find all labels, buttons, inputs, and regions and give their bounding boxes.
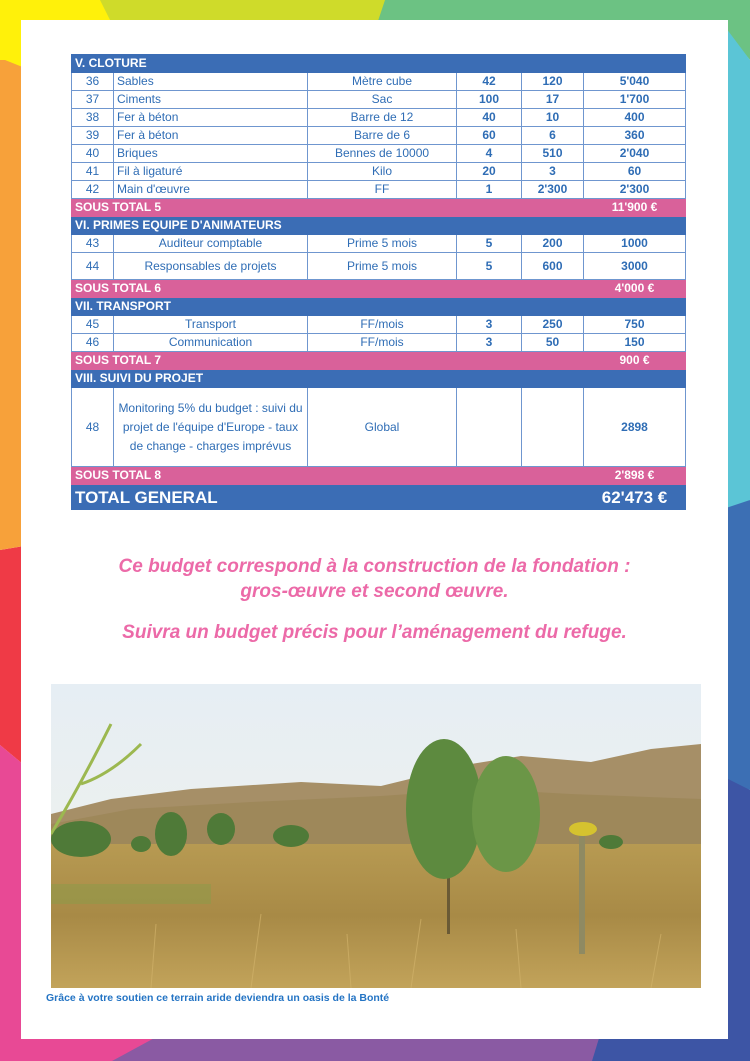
subtotal-value: 900 €: [584, 352, 686, 370]
item-unit: Kilo: [308, 163, 457, 181]
item-number: 46: [72, 334, 114, 352]
table-row: [72, 163, 686, 181]
table-row: [72, 316, 686, 334]
item-number: 39: [72, 127, 114, 145]
item-quantity: 40: [457, 109, 522, 127]
item-quantity: 42: [457, 73, 522, 91]
section-header-suivi: [72, 370, 686, 388]
grass-patch: [51, 884, 211, 904]
item-total: 150: [584, 334, 686, 352]
item-designation: Ciments: [114, 91, 308, 109]
item-unit-price: 6: [522, 127, 584, 145]
item-designation: Briques: [114, 145, 308, 163]
table-row: [72, 91, 686, 109]
item-quantity: 5: [457, 235, 522, 253]
item-total: 3000: [584, 253, 686, 280]
item-designation: Auditeur comptable: [114, 235, 308, 253]
item-designation: Monitoring 5% du budget : suivi du projet de l'équipe d'Europe - taux de change - charges imprévus: [114, 388, 308, 467]
item-designation: Communication: [114, 334, 308, 352]
item-unit: Mètre cube: [308, 73, 457, 91]
item-unit-price: 50: [522, 334, 584, 352]
item-total: 2898: [584, 388, 686, 467]
item-number: 48: [72, 388, 114, 467]
grand-total-label: TOTAL GENERAL: [72, 485, 584, 510]
section-title: VII. TRANSPORT: [72, 298, 686, 316]
item-quantity: 60: [457, 127, 522, 145]
item-unit: Barre de 6: [308, 127, 457, 145]
item-quantity: 20: [457, 163, 522, 181]
subtotal-label: SOUS TOTAL 6: [72, 280, 584, 298]
subtotal-row: [72, 467, 686, 485]
grand-total-value: 62'473 €: [584, 485, 686, 510]
item-number: 40: [72, 145, 114, 163]
budget-table: [71, 54, 686, 510]
subtotal-value: 11'900 €: [584, 199, 686, 217]
item-unit: Prime 5 mois: [308, 235, 457, 253]
item-unit: Barre de 12: [308, 109, 457, 127]
item-total: 360: [584, 127, 686, 145]
subtotal-label: SOUS TOTAL 7: [72, 352, 584, 370]
item-designation: Sables: [114, 73, 308, 91]
item-designation: Transport: [114, 316, 308, 334]
section-title: V. CLOTURE: [72, 55, 686, 73]
item-unit-price: 10: [522, 109, 584, 127]
item-number: 37: [72, 91, 114, 109]
item-designation: Fer à béton: [114, 109, 308, 127]
table-row: [72, 235, 686, 253]
item-number: 38: [72, 109, 114, 127]
item-total: 2'040: [584, 145, 686, 163]
subtotal-row: [72, 280, 686, 298]
subtotal-label: SOUS TOTAL 8: [72, 467, 584, 485]
note-construction-line1: Ce budget correspond à la construction de la fondation :: [118, 556, 631, 577]
section-title: VIII. SUIVI DU PROJET: [72, 370, 686, 388]
item-unit: Bennes de 10000: [308, 145, 457, 163]
item-unit-price: 17: [522, 91, 584, 109]
item-quantity: 3: [457, 316, 522, 334]
table-row: [72, 73, 686, 91]
item-number: 43: [72, 235, 114, 253]
section-header-cloture: [72, 55, 686, 73]
item-unit: Global: [308, 388, 457, 467]
item-unit: FF: [308, 181, 457, 199]
section-header-transport: [72, 298, 686, 316]
item-unit-price: 250: [522, 316, 584, 334]
item-total: 2'300: [584, 181, 686, 199]
item-quantity: 4: [457, 145, 522, 163]
item-quantity: [457, 388, 522, 467]
item-unit-price: 510: [522, 145, 584, 163]
item-total: 60: [584, 163, 686, 181]
table-row: [72, 253, 686, 280]
item-number: 41: [72, 163, 114, 181]
item-unit-price: 200: [522, 235, 584, 253]
item-designation: Main d'œuvre: [114, 181, 308, 199]
table-row: [72, 181, 686, 199]
item-unit-price: 2'300: [522, 181, 584, 199]
table-row: [72, 109, 686, 127]
note-construction-line2: gros-œuvre et second œuvre.: [240, 581, 509, 602]
item-total: 1'700: [584, 91, 686, 109]
subtotal-label: SOUS TOTAL 5: [72, 199, 584, 217]
item-unit: Sac: [308, 91, 457, 109]
grand-total-row: [72, 485, 686, 510]
table-row: [72, 145, 686, 163]
item-quantity: 3: [457, 334, 522, 352]
landscape-photo: [51, 684, 701, 988]
item-number: 44: [72, 253, 114, 280]
table-row: [72, 127, 686, 145]
item-total: 750: [584, 316, 686, 334]
item-unit-price: [522, 388, 584, 467]
item-unit-price: 120: [522, 73, 584, 91]
item-number: 36: [72, 73, 114, 91]
item-total: 400: [584, 109, 686, 127]
item-total: 1000: [584, 235, 686, 253]
document-page: [21, 20, 728, 1039]
photo-caption: Grâce à votre soutien ce terrain aride deviendra un oasis de la Bonté: [46, 992, 390, 1004]
section-title: VI. PRIMES EQUIPE D'ANIMATEURS: [72, 217, 686, 235]
subtotal-row: [72, 199, 686, 217]
item-quantity: 1: [457, 181, 522, 199]
item-unit-price: 3: [522, 163, 584, 181]
note-refuge: Suivra un budget précis pour l’aménagement du refuge.: [122, 622, 627, 643]
item-designation: Responsables de projets: [114, 253, 308, 280]
subtotal-value: 2'898 €: [584, 467, 686, 485]
subtotal-row: [72, 352, 686, 370]
item-quantity: 100: [457, 91, 522, 109]
item-quantity: 5: [457, 253, 522, 280]
item-designation: Fer à béton: [114, 127, 308, 145]
item-designation: Fil à ligaturé: [114, 163, 308, 181]
item-number: 42: [72, 181, 114, 199]
table-row: [72, 388, 686, 467]
item-unit: FF/mois: [308, 334, 457, 352]
item-number: 45: [72, 316, 114, 334]
item-unit: FF/mois: [308, 316, 457, 334]
item-unit: Prime 5 mois: [308, 253, 457, 280]
subtotal-value: 4'000 €: [584, 280, 686, 298]
table-row: [72, 334, 686, 352]
section-header-primes: [72, 217, 686, 235]
item-total: 5'040: [584, 73, 686, 91]
field: [51, 844, 701, 988]
item-unit-price: 600: [522, 253, 584, 280]
